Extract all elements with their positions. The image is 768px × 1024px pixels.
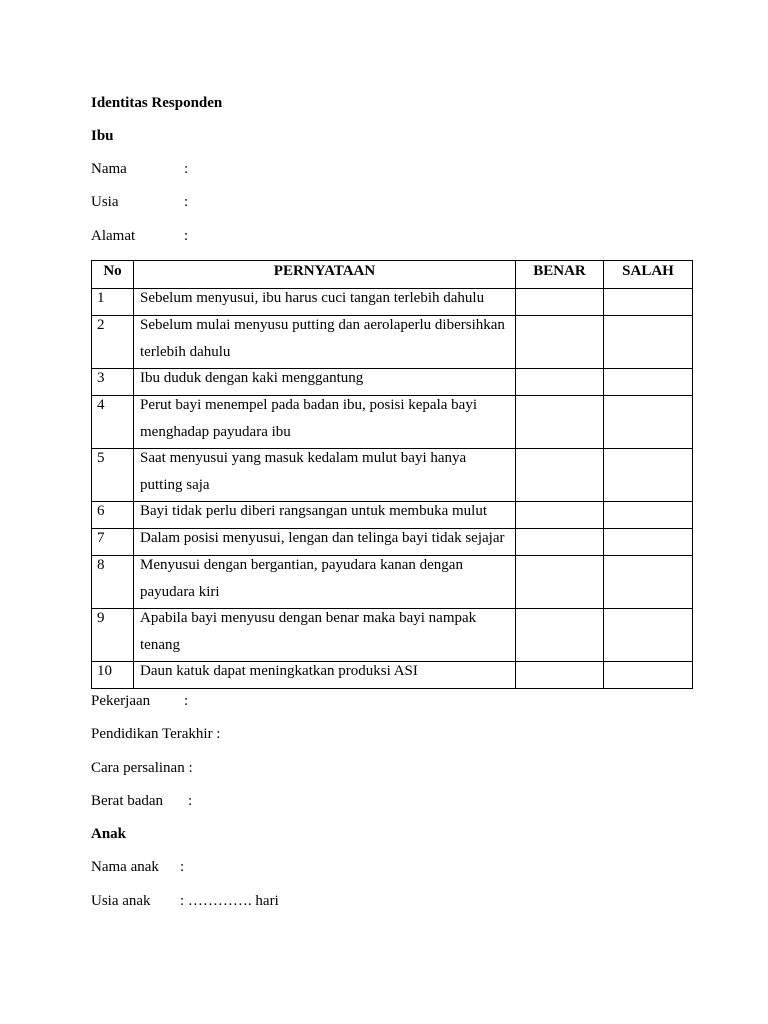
field-separator: :: [184, 228, 189, 244]
field-label: Nama anak: [91, 859, 159, 875]
field-nama-anak: [91, 858, 185, 876]
field-label: Cara persalinan :: [91, 760, 193, 776]
field-label: Pekerjaan: [91, 693, 151, 709]
identity-heading: Identitas Responden: [91, 95, 223, 111]
benar-cell[interactable]: [516, 396, 604, 449]
salah-cell[interactable]: [604, 289, 693, 316]
row-number: 10: [92, 662, 134, 689]
row-number: 5: [92, 449, 134, 502]
benar-cell[interactable]: [516, 316, 604, 369]
field-nama: [91, 160, 189, 178]
row-number: 9: [92, 609, 134, 662]
field-berat-badan: [91, 792, 193, 810]
field-separator: : …………. hari: [180, 893, 279, 909]
row-statement: Menyusui dengan bergantian, payudara kanan dengan payudara kiri: [134, 556, 516, 609]
salah-cell[interactable]: [604, 449, 693, 502]
row-statement: Sebelum mulai menyusu putting dan aerolaperlu dibersihkan terlebih dahulu: [134, 316, 516, 369]
field-separator: :: [184, 194, 189, 210]
mother-section-title: Ibu: [91, 128, 114, 144]
row-number: 6: [92, 502, 134, 529]
row-number: 3: [92, 369, 134, 396]
salah-cell[interactable]: [604, 662, 693, 689]
field-separator: :: [184, 161, 189, 177]
salah-cell[interactable]: [604, 502, 693, 529]
header-false: SALAH: [604, 261, 693, 289]
row-statement: Perut bayi menempel pada badan ibu, posisi kepala bayi menghadap payudara ibu: [134, 396, 516, 449]
field-separator: :: [184, 693, 189, 709]
salah-cell[interactable]: [604, 396, 693, 449]
benar-cell[interactable]: [516, 289, 604, 316]
row-statement: Daun katuk dapat meningkatkan produksi ASI: [134, 662, 516, 689]
salah-cell[interactable]: [604, 529, 693, 556]
field-label: Pendidikan Terakhir :: [91, 726, 221, 742]
table-row: [92, 609, 693, 662]
table-row: [92, 449, 693, 502]
header-true: BENAR: [516, 261, 604, 289]
row-statement: Saat menyusui yang masuk kedalam mulut bayi hanya putting saja: [134, 449, 516, 502]
statement-table: [91, 260, 693, 689]
row-statement: Sebelum menyusui, ibu harus cuci tangan terlebih dahulu: [134, 289, 516, 316]
benar-cell[interactable]: [516, 502, 604, 529]
row-statement: Apabila bayi menyusu dengan benar maka bayi nampak tenang: [134, 609, 516, 662]
row-statement: Bayi tidak perlu diberi rangsangan untuk membuka mulut: [134, 502, 516, 529]
header-no: No: [92, 261, 134, 289]
field-usia-anak: [91, 892, 279, 910]
salah-cell[interactable]: [604, 556, 693, 609]
benar-cell[interactable]: [516, 662, 604, 689]
row-number: 1: [92, 289, 134, 316]
field-label: Berat badan: [91, 793, 164, 809]
table-row: [92, 316, 693, 369]
row-number: 2: [92, 316, 134, 369]
table-row: [92, 396, 693, 449]
child-section-title: Anak: [91, 826, 127, 842]
row-statement: Ibu duduk dengan kaki menggantung: [134, 369, 516, 396]
table-row: [92, 662, 693, 689]
row-statement: Dalam posisi menyusui, lengan dan telinga bayi tidak sejajar: [134, 529, 516, 556]
field-pekerjaan: [91, 692, 189, 710]
field-separator: :: [180, 859, 185, 875]
row-number: 4: [92, 396, 134, 449]
row-number: 7: [92, 529, 134, 556]
field-cara-persalinan: [91, 759, 193, 777]
salah-cell[interactable]: [604, 369, 693, 396]
salah-cell[interactable]: [604, 609, 693, 662]
row-number: 8: [92, 556, 134, 609]
table-row: [92, 556, 693, 609]
benar-cell[interactable]: [516, 556, 604, 609]
benar-cell[interactable]: [516, 369, 604, 396]
field-label: Nama: [91, 161, 127, 177]
field-separator: :: [188, 793, 193, 809]
salah-cell[interactable]: [604, 316, 693, 369]
field-pendidikan: [91, 725, 220, 743]
field-usia: [91, 193, 189, 211]
field-alamat: [91, 227, 189, 245]
benar-cell[interactable]: [516, 449, 604, 502]
field-label: Usia: [91, 194, 119, 210]
header-statement: PERNYATAAN: [134, 261, 516, 289]
benar-cell[interactable]: [516, 609, 604, 662]
field-label: Alamat: [91, 228, 136, 244]
benar-cell[interactable]: [516, 529, 604, 556]
field-label: Usia anak: [91, 893, 151, 909]
